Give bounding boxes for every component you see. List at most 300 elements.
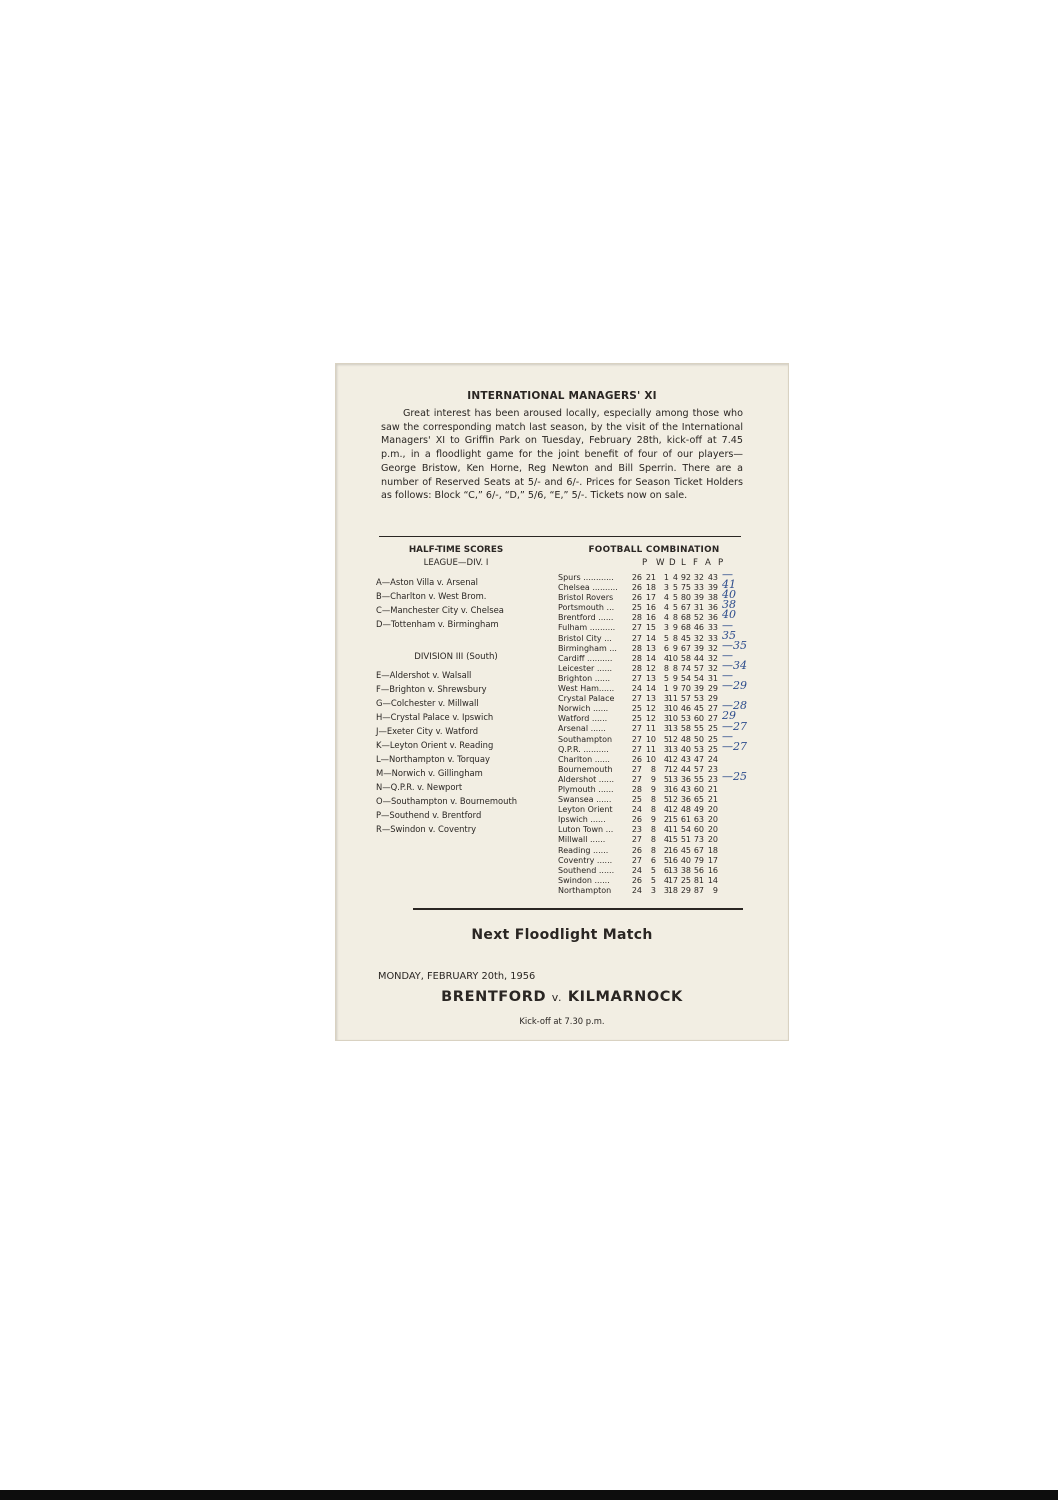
stat-cell: 46 bbox=[693, 623, 704, 633]
stat-cell: 54 bbox=[693, 673, 704, 683]
stat-cell: 32 bbox=[693, 573, 704, 582]
stat-cell: 12 bbox=[667, 764, 678, 774]
stat-cell: 12 bbox=[645, 704, 656, 714]
team-name: Brighton ...... bbox=[558, 673, 611, 683]
fixture-item: J—Exeter City v. Watford bbox=[376, 726, 479, 736]
table-row bbox=[558, 744, 718, 755]
stat-cell: 12 bbox=[667, 805, 678, 815]
stat-cell: 87 bbox=[693, 885, 704, 895]
table-row bbox=[558, 805, 718, 815]
stat-cell: 51 bbox=[680, 835, 691, 845]
stat-cell: 65 bbox=[693, 795, 704, 805]
stat-cell: 32 bbox=[707, 663, 718, 673]
stat-cell: 60 bbox=[693, 714, 704, 724]
stat-cell: 8 bbox=[650, 825, 656, 835]
team-name: Southend ...... bbox=[558, 865, 615, 875]
fixture-item: B—Charlton v. West Brom. bbox=[376, 591, 487, 601]
table-row bbox=[558, 825, 718, 835]
handwritten-note: 40 bbox=[722, 588, 736, 602]
stat-cell: 3 bbox=[663, 885, 669, 895]
division3-title: DIVISION III (South) bbox=[414, 652, 498, 662]
team-name: Southampton bbox=[558, 734, 613, 744]
team-name: Cardiff .......... bbox=[558, 653, 613, 663]
team-name: Reading ...... bbox=[558, 845, 609, 855]
stat-cell: 53 bbox=[693, 744, 704, 754]
stat-cell: 24 bbox=[707, 754, 718, 764]
stat-cell: 27 bbox=[707, 704, 718, 714]
table-row bbox=[558, 875, 718, 886]
stat-cell: 36 bbox=[707, 603, 718, 613]
team-name: Millwall ...... bbox=[558, 835, 606, 845]
stat-cell: 9 bbox=[672, 643, 678, 653]
team-name: Bristol City ... bbox=[558, 633, 612, 643]
stat-cell: 16 bbox=[667, 784, 678, 794]
fixture-item: D—Tottenham v. Birmingham bbox=[376, 619, 499, 629]
table-row bbox=[558, 694, 718, 704]
combination-title: FOOTBALL COMBINATION bbox=[588, 545, 720, 555]
stat-cell: 33 bbox=[693, 583, 704, 593]
stat-cell: 3 bbox=[663, 784, 669, 794]
stat-cell: 8 bbox=[672, 663, 678, 673]
stat-cell: 44 bbox=[680, 764, 691, 774]
stat-cell: 3 bbox=[663, 714, 669, 724]
stat-cell: 47 bbox=[693, 754, 704, 764]
stat-cell: 9 bbox=[650, 774, 656, 784]
handwritten-note: —35 bbox=[722, 638, 747, 652]
stat-cell: 25 bbox=[707, 724, 718, 734]
stat-cell: 20 bbox=[707, 815, 718, 825]
stat-cell: 49 bbox=[693, 805, 704, 815]
stat-cell: 26 bbox=[631, 573, 642, 582]
stat-cell: 24 bbox=[631, 885, 642, 895]
stat-cell: 4 bbox=[663, 835, 669, 845]
stat-cell: 10 bbox=[667, 714, 678, 724]
next-match-teams bbox=[336, 989, 788, 1005]
column-header: P bbox=[642, 558, 648, 568]
stat-cell: 16 bbox=[645, 603, 656, 613]
stat-cell: 38 bbox=[707, 593, 718, 603]
stat-cell: 25 bbox=[631, 704, 642, 714]
team-name: Luton Town ... bbox=[558, 825, 614, 835]
stat-cell: 39 bbox=[693, 593, 704, 603]
stat-cell: 25 bbox=[631, 603, 642, 613]
stat-cell: 16 bbox=[707, 865, 718, 875]
stat-cell: 16 bbox=[667, 845, 678, 855]
stat-cell: 26 bbox=[631, 583, 642, 593]
stat-cell: 46 bbox=[680, 704, 691, 714]
team-name: Chelsea .......... bbox=[558, 583, 618, 593]
stat-cell: 7 bbox=[663, 764, 669, 774]
stat-cell: 4 bbox=[663, 593, 669, 603]
team-name: Northampton bbox=[558, 885, 612, 895]
team-name: Swansea ...... bbox=[558, 795, 612, 805]
table-row bbox=[558, 714, 718, 724]
stat-cell: 1 bbox=[663, 573, 669, 582]
team-name: Watford ...... bbox=[558, 714, 608, 724]
team-name: Brentford ...... bbox=[558, 613, 614, 623]
stat-cell: 23 bbox=[707, 764, 718, 774]
table-row bbox=[558, 885, 718, 896]
stat-cell: 8 bbox=[650, 805, 656, 815]
fixture-item: H—Crystal Palace v. Ipswich bbox=[376, 712, 494, 722]
handwritten-note: — bbox=[722, 648, 733, 662]
handwritten-note: — bbox=[722, 669, 733, 682]
next-match-title: Next Floodlight Match bbox=[471, 927, 653, 943]
stat-cell: 21 bbox=[707, 795, 718, 805]
handwritten-note: —34 bbox=[722, 658, 747, 672]
team-name: Swindon ...... bbox=[558, 875, 610, 885]
stat-cell: 58 bbox=[680, 724, 691, 734]
divider bbox=[379, 536, 741, 537]
stat-cell: 5 bbox=[672, 583, 678, 593]
stat-cell: 9 bbox=[672, 673, 678, 683]
table-row bbox=[558, 774, 718, 785]
team-name: Ipswich ...... bbox=[558, 815, 606, 825]
stat-cell: 70 bbox=[680, 684, 691, 694]
fixture-item: F—Brighton v. Shrewsbury bbox=[376, 684, 487, 694]
stat-cell: 6 bbox=[650, 855, 656, 865]
stat-cell: 4 bbox=[663, 825, 669, 835]
stat-cell: 27 bbox=[707, 714, 718, 724]
stat-cell: 15 bbox=[667, 815, 678, 825]
stat-cell: 18 bbox=[645, 583, 656, 593]
stat-cell: 14 bbox=[645, 633, 656, 643]
table-row bbox=[558, 724, 718, 734]
column-header: A bbox=[705, 558, 711, 568]
stat-cell: 25 bbox=[707, 744, 718, 754]
table-row bbox=[558, 855, 718, 866]
fixture-item: M—Norwich v. Gillingham bbox=[376, 768, 483, 778]
fixture-item: R—Swindon v. Coventry bbox=[376, 824, 477, 834]
stat-cell: 5 bbox=[663, 795, 669, 805]
stat-cell: 81 bbox=[693, 875, 704, 885]
handwritten-note: —25 bbox=[722, 770, 747, 783]
page-title: INTERNATIONAL MANAGERS' XI bbox=[467, 390, 657, 402]
table-row bbox=[558, 653, 718, 664]
stat-cell: 79 bbox=[693, 855, 704, 865]
table-row bbox=[558, 684, 718, 694]
stat-cell: 12 bbox=[645, 663, 656, 673]
stat-cell: 25 bbox=[680, 875, 691, 885]
stat-cell: 5 bbox=[663, 633, 669, 643]
stat-cell: 52 bbox=[693, 613, 704, 623]
stat-cell: 36 bbox=[680, 795, 691, 805]
stat-cell: 23 bbox=[631, 825, 642, 835]
stat-cell: 25 bbox=[631, 714, 642, 724]
stat-cell: 50 bbox=[693, 734, 704, 744]
stat-cell: 4 bbox=[663, 754, 669, 764]
away-team: KILMARNOCK bbox=[567, 989, 683, 1005]
stat-cell: 8 bbox=[650, 764, 656, 774]
stat-cell: 15 bbox=[667, 835, 678, 845]
team-name: Leicester ...... bbox=[558, 663, 613, 673]
stat-cell: 39 bbox=[693, 643, 704, 653]
stat-cell: 26 bbox=[631, 845, 642, 855]
handwritten-note: — bbox=[722, 618, 733, 632]
home-team: BRENTFORD bbox=[441, 989, 547, 1005]
stat-cell: 1 bbox=[663, 684, 669, 694]
team-name: West Ham...... bbox=[558, 684, 615, 694]
stat-cell: 40 bbox=[680, 855, 691, 865]
stat-cell: 67 bbox=[680, 643, 691, 653]
stat-cell: 9 bbox=[712, 885, 718, 895]
stat-cell: 54 bbox=[680, 673, 691, 683]
handwritten-note: — bbox=[722, 568, 733, 581]
stat-cell: 4 bbox=[663, 603, 669, 613]
stat-cell: 29 bbox=[707, 694, 718, 704]
team-name: Spurs ............ bbox=[558, 573, 614, 582]
divider bbox=[413, 908, 743, 910]
table-row bbox=[558, 663, 718, 674]
stat-cell: 32 bbox=[707, 643, 718, 653]
stat-cell: 63 bbox=[693, 815, 704, 825]
table-row bbox=[558, 583, 718, 593]
stat-cell: 21 bbox=[707, 784, 718, 794]
stat-cell: 75 bbox=[680, 583, 691, 593]
combination-table bbox=[558, 573, 718, 896]
table-row bbox=[558, 593, 718, 603]
team-name: Arsenal ...... bbox=[558, 724, 606, 734]
stat-cell: 27 bbox=[631, 764, 642, 774]
table-row bbox=[558, 573, 718, 583]
stat-cell: 11 bbox=[645, 744, 656, 754]
column-header: D bbox=[669, 558, 676, 568]
stat-cell: 18 bbox=[667, 885, 678, 895]
handwritten-note: — bbox=[722, 729, 733, 743]
stat-cell: 24 bbox=[631, 865, 642, 875]
stat-cell: 5 bbox=[663, 774, 669, 784]
stat-cell: 27 bbox=[631, 694, 642, 704]
stat-cell: 26 bbox=[631, 593, 642, 603]
stat-cell: 10 bbox=[667, 653, 678, 663]
stat-cell: 31 bbox=[707, 673, 718, 683]
stat-cell: 17 bbox=[667, 875, 678, 885]
stat-cell: 60 bbox=[693, 825, 704, 835]
stat-cell: 43 bbox=[707, 573, 718, 582]
stat-cell: 3 bbox=[663, 583, 669, 593]
team-name: Norwich ...... bbox=[558, 704, 609, 714]
stat-cell: 61 bbox=[680, 815, 691, 825]
stat-cell: 4 bbox=[663, 875, 669, 885]
division3-fixtures bbox=[376, 668, 581, 836]
table-row bbox=[558, 633, 718, 644]
stat-cell: 4 bbox=[663, 805, 669, 815]
team-name: Bristol Rovers bbox=[558, 593, 614, 603]
versus: v. bbox=[551, 991, 563, 1004]
stat-cell: 28 bbox=[631, 643, 642, 653]
fixture-item: G—Colchester v. Millwall bbox=[376, 698, 479, 708]
stat-cell: 53 bbox=[680, 714, 691, 724]
table-row bbox=[558, 613, 718, 623]
stat-cell: 12 bbox=[667, 795, 678, 805]
stat-cell: 38 bbox=[680, 865, 691, 875]
stat-cell: 92 bbox=[680, 573, 691, 582]
stat-cell: 74 bbox=[680, 663, 691, 673]
next-match-kickoff: Kick-off at 7.30 p.m. bbox=[519, 1016, 605, 1026]
stat-cell: 45 bbox=[680, 633, 691, 643]
fixture-item: N—Q.P.R. v. Newport bbox=[376, 782, 463, 792]
handwritten-note: —29 bbox=[722, 679, 747, 693]
table-row bbox=[558, 835, 718, 845]
fixture-item: P—Southend v. Brentford bbox=[376, 810, 482, 820]
fixture-item: A—Aston Villa v. Arsenal bbox=[376, 577, 478, 587]
stat-cell: 16 bbox=[645, 613, 656, 623]
stat-cell: 56 bbox=[693, 865, 704, 875]
fixture-item: C—Manchester City v. Chelsea bbox=[376, 605, 504, 615]
stat-cell: 57 bbox=[680, 694, 691, 704]
team-name: Charlton ...... bbox=[558, 754, 610, 764]
stat-cell: 5 bbox=[663, 673, 669, 683]
table-row bbox=[558, 623, 718, 633]
programme-sheet bbox=[335, 363, 789, 1041]
column-header: F bbox=[693, 558, 698, 568]
stat-cell: 27 bbox=[631, 774, 642, 784]
stat-cell: 26 bbox=[631, 875, 642, 885]
handwritten-note: 41 bbox=[722, 578, 736, 592]
stat-cell: 26 bbox=[631, 815, 642, 825]
column-header: W bbox=[656, 558, 665, 568]
table-row bbox=[558, 734, 718, 745]
stat-cell: 12 bbox=[667, 754, 678, 764]
stat-cell: 10 bbox=[645, 734, 656, 744]
stat-cell: 21 bbox=[645, 573, 656, 582]
stat-cell: 27 bbox=[631, 744, 642, 754]
handwritten-note: —27 bbox=[722, 719, 747, 733]
table-row bbox=[558, 865, 718, 876]
fixture-item: K—Leyton Orient v. Reading bbox=[376, 740, 494, 750]
stat-cell: 11 bbox=[667, 825, 678, 835]
team-name: Plymouth ...... bbox=[558, 784, 614, 794]
stat-cell: 15 bbox=[645, 623, 656, 633]
stat-cell: 27 bbox=[631, 623, 642, 633]
stat-cell: 9 bbox=[650, 815, 656, 825]
stat-cell: 16 bbox=[667, 855, 678, 865]
table-row bbox=[558, 603, 718, 613]
stat-cell: 13 bbox=[645, 643, 656, 653]
handwritten-note: 35 bbox=[722, 628, 736, 642]
stat-cell: 8 bbox=[672, 613, 678, 623]
stat-cell: 8 bbox=[663, 663, 669, 673]
stat-cell: 2 bbox=[663, 815, 669, 825]
stat-cell: 45 bbox=[693, 704, 704, 714]
stat-cell: 53 bbox=[693, 694, 704, 704]
table-row bbox=[558, 795, 718, 805]
stat-cell: 67 bbox=[680, 603, 691, 613]
intro-paragraph: Great interest has been aroused locally, especially among those who saw the corresponding match last season, by the visit of the International Managers' XI to Griffin Park on Tuesday, February 28th, kick-off at 7.45 p.m., in a floodlight game for the joint benefit of four of our players—George Bristow, Ken Horne, Reg Newton and Bill Sperrin. There are a number of Reserved Seats at 5/- and 6/-. Prices for Season Ticket Holders as follows: Block “C,” 6/-, “D,” 5/6, “E,” 5/-. Tickets now on sale. bbox=[381, 408, 743, 502]
stat-cell: 10 bbox=[667, 704, 678, 714]
stat-cell: 9 bbox=[672, 684, 678, 694]
stat-cell: 13 bbox=[667, 744, 678, 754]
stat-cell: 17 bbox=[707, 855, 718, 865]
stat-cell: 14 bbox=[707, 875, 718, 885]
stat-cell: 48 bbox=[680, 734, 691, 744]
stat-cell: 27 bbox=[631, 633, 642, 643]
team-name: Crystal Palace bbox=[558, 694, 615, 704]
stat-cell: 14 bbox=[645, 684, 656, 694]
stat-cell: 8 bbox=[650, 845, 656, 855]
stat-cell: 44 bbox=[693, 653, 704, 663]
stat-cell: 27 bbox=[631, 673, 642, 683]
stat-cell: 5 bbox=[663, 855, 669, 865]
stat-cell: 28 bbox=[631, 663, 642, 673]
league-fixtures bbox=[376, 575, 581, 631]
stat-cell: 28 bbox=[631, 653, 642, 663]
team-name: Fulham .......... bbox=[558, 623, 616, 633]
stat-cell: 12 bbox=[667, 734, 678, 744]
stat-cell: 4 bbox=[672, 573, 678, 582]
stat-cell: 33 bbox=[707, 633, 718, 643]
stat-cell: 27 bbox=[631, 835, 642, 845]
handwritten-note: —28 bbox=[722, 699, 747, 713]
stat-cell: 60 bbox=[693, 784, 704, 794]
column-header: P bbox=[718, 558, 724, 568]
stat-cell: 27 bbox=[631, 724, 642, 734]
next-match-date: MONDAY, FEBRUARY 20th, 1956 bbox=[378, 971, 536, 982]
stat-cell: 58 bbox=[680, 653, 691, 663]
team-name: Coventry ...... bbox=[558, 855, 613, 865]
fixture-item: L—Northampton v. Torquay bbox=[376, 754, 490, 764]
stat-cell: 73 bbox=[693, 835, 704, 845]
table-row bbox=[558, 764, 718, 775]
stat-cell: 36 bbox=[680, 774, 691, 784]
handwritten-note: 40 bbox=[722, 608, 736, 622]
stat-cell: 4 bbox=[663, 613, 669, 623]
team-name: Q.P.R. .......... bbox=[558, 744, 609, 754]
stat-cell: 45 bbox=[680, 845, 691, 855]
stat-cell: 25 bbox=[631, 795, 642, 805]
stat-cell: 8 bbox=[650, 795, 656, 805]
stat-cell: 39 bbox=[707, 583, 718, 593]
stat-cell: 5 bbox=[650, 875, 656, 885]
stat-cell: 33 bbox=[707, 623, 718, 633]
stat-cell: 27 bbox=[631, 734, 642, 744]
stat-cell: 3 bbox=[663, 694, 669, 704]
stat-cell: 48 bbox=[680, 805, 691, 815]
stat-cell: 12 bbox=[645, 714, 656, 724]
stat-cell: 57 bbox=[693, 764, 704, 774]
handwritten-note: —27 bbox=[722, 739, 747, 753]
stat-cell: 57 bbox=[693, 663, 704, 673]
stat-cell: 9 bbox=[672, 623, 678, 633]
stat-cell: 9 bbox=[650, 784, 656, 794]
stat-cell: 36 bbox=[707, 613, 718, 623]
stat-cell: 68 bbox=[680, 613, 691, 623]
stat-cell: 68 bbox=[680, 623, 691, 633]
stat-cell: 11 bbox=[645, 724, 656, 734]
stat-cell: 13 bbox=[667, 774, 678, 784]
table-row bbox=[558, 815, 718, 825]
stat-cell: 80 bbox=[680, 593, 691, 603]
team-name: Aldershot ...... bbox=[558, 774, 615, 784]
stat-cell: 26 bbox=[631, 754, 642, 764]
stat-cell: 17 bbox=[645, 593, 656, 603]
stat-cell: 5 bbox=[672, 603, 678, 613]
stat-cell: 32 bbox=[707, 653, 718, 663]
stat-cell: 4 bbox=[663, 653, 669, 663]
stat-cell: 31 bbox=[693, 603, 704, 613]
stat-cell: 2 bbox=[663, 845, 669, 855]
stat-cell: 14 bbox=[645, 653, 656, 663]
stat-cell: 40 bbox=[680, 744, 691, 754]
table-row bbox=[558, 643, 718, 654]
league-div1-title: LEAGUE—DIV. I bbox=[423, 558, 489, 568]
stat-cell: 20 bbox=[707, 835, 718, 845]
stat-cell: 28 bbox=[631, 613, 642, 623]
stat-cell: 10 bbox=[645, 754, 656, 764]
stat-cell: 5 bbox=[650, 865, 656, 875]
team-name: Bournemouth bbox=[558, 764, 613, 774]
stat-cell: 32 bbox=[693, 633, 704, 643]
